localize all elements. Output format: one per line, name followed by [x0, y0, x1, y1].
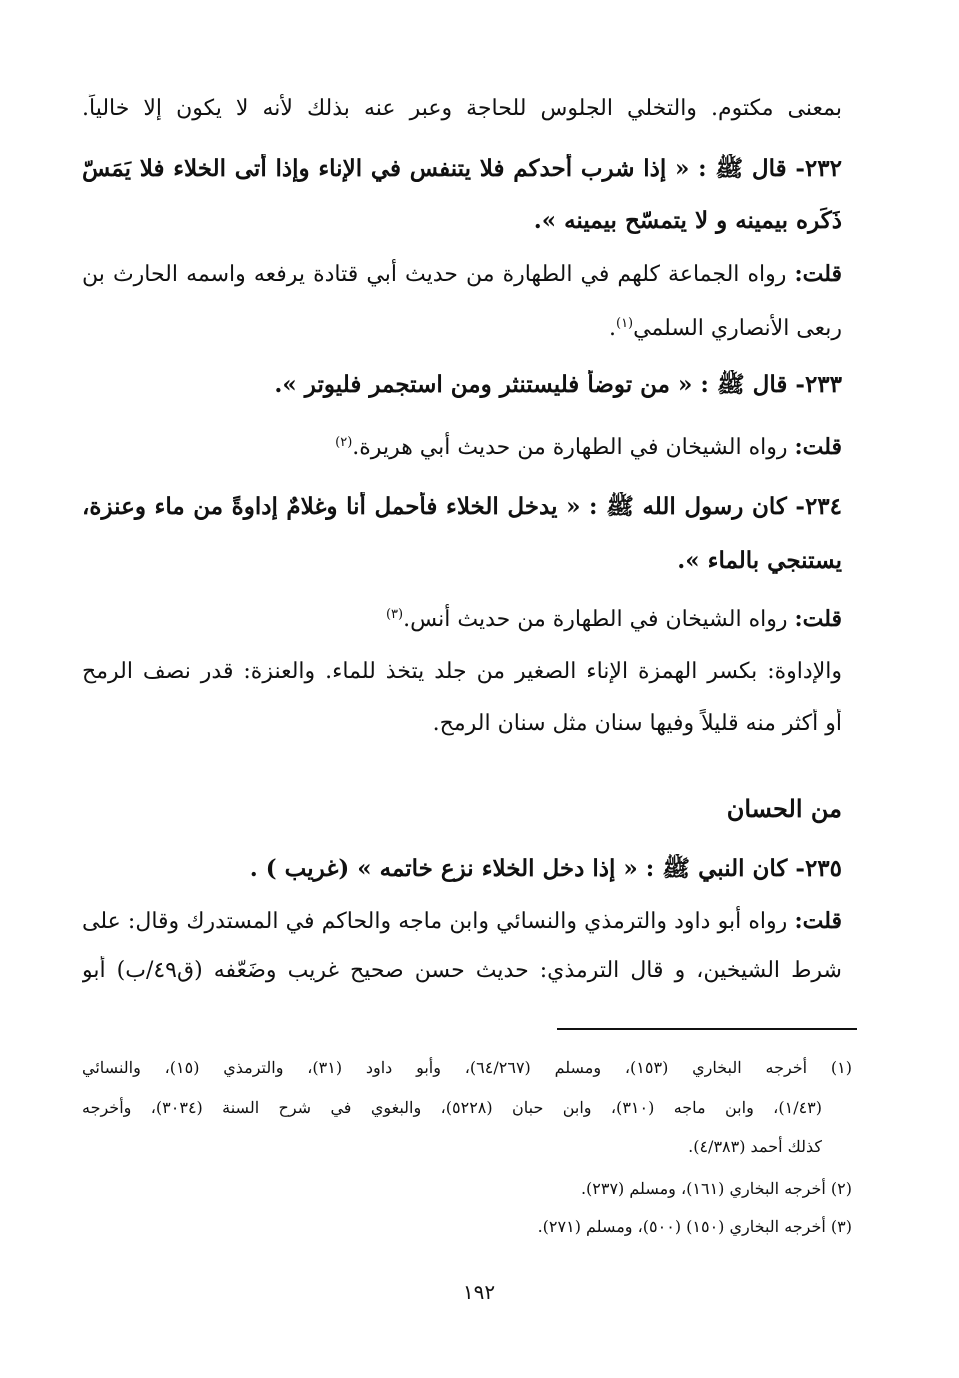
footnote-1-line-2 [82, 1096, 822, 1120]
period: . [608, 316, 616, 341]
note-line-1 [82, 657, 842, 687]
page-number: ١٩٢ [462, 1280, 496, 1304]
commentary-text: رواه الجماعة كلهم في الطهارة من حديث أبي قتادة يرفعه واسمه الحارث بن [82, 262, 795, 287]
qultu-label: قلت: [794, 606, 842, 632]
hadith-232-line-2 [82, 206, 842, 236]
hadith-233 [82, 370, 842, 400]
footnote-2 [82, 1177, 852, 1201]
commentary-text: رواه أبو داود والترمذي والنسائي وابن ماجه والحاكم في المستدرك وقال: على [82, 909, 795, 934]
hadith-text: يستنجي بالماء ». [677, 547, 842, 574]
hadith-text: « إذا دخل الخلاء نزع خاتمه » (غريب ) . [249, 855, 638, 882]
footnote-1-line-3 [82, 1135, 822, 1159]
footnote-marker[interactable]: (٢) [335, 435, 353, 450]
note-text: والإداوة: بكسر الهمزة الإناء الصغير من جلد يتخذ للماء. والعنزة: قدر نصف الرمح [82, 659, 842, 684]
footnote-marker[interactable]: (١) [615, 316, 634, 331]
hadith-number: ٢٣٣- قال ﷺ : [692, 371, 842, 398]
hadith-text: ذَكَره بيمينه و لا يتمسّح بيمينه ». [533, 207, 842, 234]
commentary-text: ربعى الأنصاري السلمي [633, 316, 842, 341]
body-line-1 [82, 94, 842, 124]
qultu-label: قلت: [794, 434, 842, 460]
hadith-text: « إذا شرب أحدكم فلا يتنفس في الإناء وإذا أتى الخلاء فلا يَمَسّ [82, 155, 690, 182]
hadith-number: ٢٣٢- قال ﷺ : [689, 155, 842, 182]
commentary-1-line-2 [82, 314, 842, 347]
hadith-text: « يدخل الخلاء فأحمل أنا وغلامٌ إداوةً من ماء وعنزة، [82, 493, 581, 520]
commentary-3 [82, 604, 842, 638]
footnote-3 [82, 1215, 852, 1239]
footnote-separator [557, 1028, 857, 1030]
commentary-2 [82, 432, 842, 466]
text: بمعنى مكتوم. والتخلي الجلوس للحاجة وعبر عنه بذلك لأنه لا يكون إلا خالياً. [82, 96, 842, 121]
footnote-marker[interactable]: (٣) [385, 607, 404, 622]
commentary-text: رواه الشيخان في الطهارة من حديث أنس. [403, 607, 795, 632]
hadith-234-line-1 [82, 492, 842, 522]
commentary-4-line-2 [82, 956, 842, 986]
hadith-text: « من توضأ فليستنثر ومن استجمر فليوتر ». [274, 371, 693, 398]
qultu-label: قلت: [794, 908, 842, 934]
qultu-label: قلت: [794, 261, 842, 287]
commentary-4-line-1 [82, 906, 842, 937]
footnote-text: كذلك أحمد (٤/٣٨٣). [688, 1137, 822, 1156]
footnote-1-line-1 [82, 1056, 852, 1080]
hadith-number: ٢٣٥- كان النبي ﷺ : [637, 855, 842, 882]
hadith-234-line-2 [82, 546, 842, 576]
note-text: أو أكثر منه قليلاً وفيها سنان مثل سنان الرمح. [432, 711, 842, 736]
note-line-2 [82, 709, 842, 739]
commentary-text: شرط الشيخين، و قال الترمذي: حديث حسن صحيح غريب وضَعّفه (ق٤٩/ب) أبو [82, 958, 842, 983]
section-heading [82, 794, 842, 824]
footnote-text: (١/٤٣)، وابن ماجه (٣١٠)، وابن حبان (٥٢٢٨)، والبغوي في شرح السنة (٣٠٣٤)، وأخرجه [82, 1098, 822, 1117]
commentary-1-line-1 [82, 259, 842, 290]
commentary-text: رواه الشيخان في الطهارة من حديث أبي هريرة. [352, 435, 795, 460]
section-title: من الحسان [726, 794, 842, 823]
footnote-text: (١) أخرجه البخاري (١٥٣)، ومسلم (٦٤/٢٦٧)، وأبو داود (٣١)، والترمذي (١٥)، والنسائي [82, 1058, 852, 1077]
hadith-number: ٢٣٤- كان رسول الله ﷺ : [580, 493, 842, 520]
hadith-232-line-1 [82, 154, 842, 184]
footnote-text: (٣) أخرجه البخاري (١٥٠) (٥٠٠)، ومسلم (٢٧١). [537, 1217, 852, 1236]
footnote-text: (٢) أخرجه البخاري (١٦١)، ومسلم (٢٣٧). [580, 1179, 852, 1198]
hadith-235 [82, 854, 842, 884]
